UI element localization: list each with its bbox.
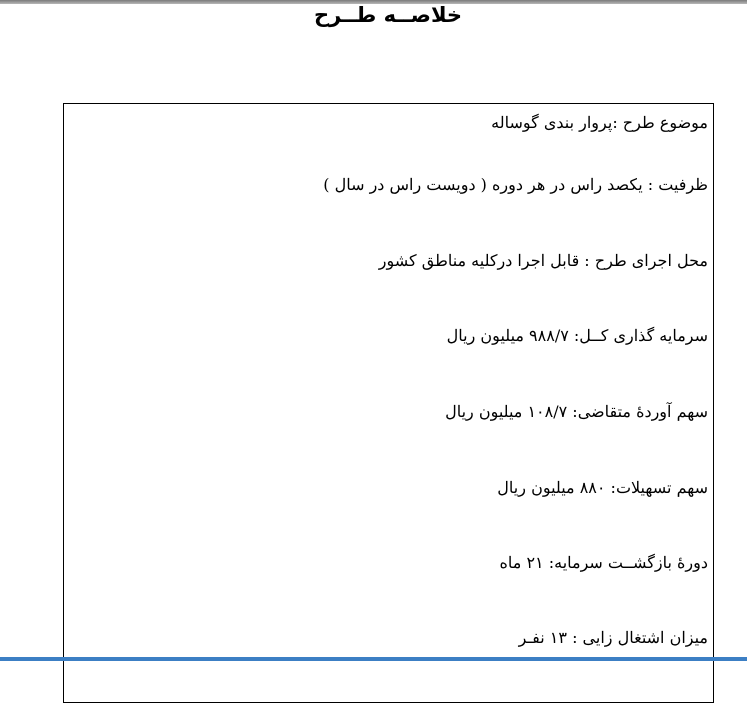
summary-employment: میزان اشتغال زایی : ۱۳ نفـر: [518, 628, 708, 647]
summary-subject: موضوع طرح :پروار بندی گوساله: [491, 113, 708, 132]
summary-applicant-share: سهم آوردهٔ متقاضی: ۱۰۸/۷ میلیون ریال: [445, 402, 708, 421]
document-title: خلاصــه طــرح: [313, 3, 463, 27]
window-bottom-edge: [0, 657, 747, 661]
summary-capacity: ظرفیت : یکصد راس در هر دوره ( دویست راس در سال ): [323, 175, 708, 194]
summary-location: محل اجرای طرح : قابل اجرا درکلیه مناطق کشور: [378, 251, 708, 270]
summary-total-investment: سرمایه گذاری کــل: ۹۸۸/۷ میلیون ریال: [446, 326, 708, 345]
summary-facilities-share: سهم تسهیلات: ۸۸۰ میلیون ریال: [497, 478, 708, 497]
summary-payback-period: دورهٔ بازگشــت سرمایه: ۲۱ ماه: [499, 553, 708, 572]
